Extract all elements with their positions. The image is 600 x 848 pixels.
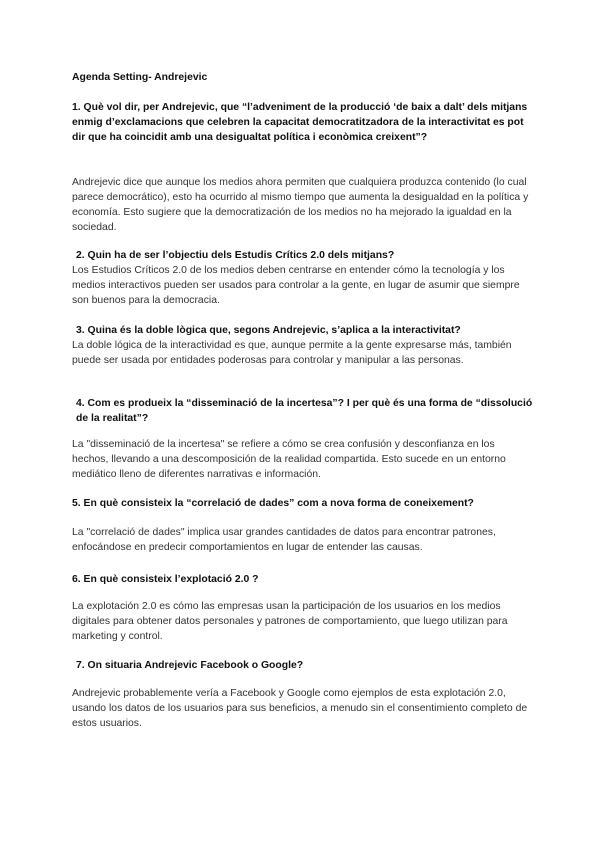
question-6: 6. En què consisteix l’explotació 2.0 ? — [72, 574, 259, 585]
document-title: Agenda Setting- Andrejevic — [72, 72, 208, 83]
question-5: 5. En què consisteix la “correlació de dades” com a nova forma de coneixement? — [72, 498, 474, 509]
question-3: 3. Quina és la doble lògica que, segons Andrejevic, s’aplica a la interactivitat? — [76, 325, 461, 336]
answer-1: Andrejevic dice que aunque los medios ahora permiten que cualquiera produzca contenido (lo cual parece democrático), esto ha ocurrido al mismo tiempo que aumenta la desigualdad en la política y economía. Esto sugiere que la democratización de los medios no ha mejorado la igualdad en la sociedad. — [72, 177, 529, 233]
answer-3: La doble lógica de la interactividad es que, aunque permite a la gente expresarse más, también puede ser usada por entidades poderosas para controlar y manipular a las personas. — [72, 340, 512, 366]
question-1: 1. Què vol dir, per Andrejevic, que “l’adveniment de la producció ‘de baix a dalt’ dels mitjans enmig d’exclamacions que celebren la capacitat democratitzadora de la interactivitat es pot dir que ha coincidit amb una desigualtat política i econòmica creixent”? — [72, 102, 528, 143]
answer-7: Andrejevic probablemente vería a Facebook y Google como ejemplos de esta explotación 2.0, usando los datos de los usuarios para sus beneficios, a menudo sin el consentimiento completo de estos usuarios. — [72, 688, 528, 729]
answer-5: La "correlació de dades" implica usar grandes cantidades de datos para encontrar patrones, enfocándose en predecir comportamientos en lugar de entender las causas. — [72, 527, 496, 553]
question-2: 2. Quin ha de ser l’objectiu dels Estudis Crítics 2.0 dels mitjans? — [76, 250, 395, 261]
answer-2: Los Estudios Críticos 2.0 de los medios deben centrarse en entender cómo la tecnología y los medios interactivos pueden ser usados para controlar a la gente, en lugar de asumir que siempre son buenos para la democracia. — [72, 265, 520, 306]
question-4: 4. Com es produeix la “disseminació de la incertesa”? I per què és una forma de “dissolució de la realitat”? — [76, 398, 533, 424]
answer-4: La "disseminació de la incertesa" se refiere a cómo se crea confusión y desconfianza en los hechos, llevando a una descomposición de la realidad compartida. Esto sucede en un entorno mediático lleno de diferentes narrativas e información. — [72, 439, 506, 480]
answer-6: La explotación 2.0 es cómo las empresas usan la participación de los usuarios en los medios digitales para obtener datos personales y patrones de comportamiento, que luego utilizan para marketing y control. — [72, 601, 508, 642]
question-7: 7. On situaria Andrejevic Facebook o Google? — [76, 660, 304, 671]
